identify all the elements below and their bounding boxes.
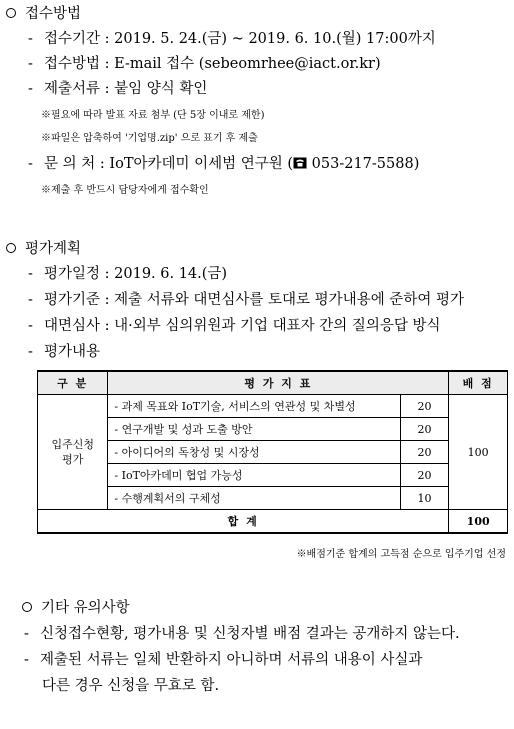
indicator-cell: - 과제 목표와 IoT기술, 서비스의 연관성 및 차별성	[108, 395, 400, 418]
submission-documents: - 제출서류 : 붙임 양식 확인	[28, 81, 208, 97]
header-indicator: 평 가 지 표	[108, 371, 449, 395]
indicator-cell: - 연구개발 및 성과 도출 방안	[108, 418, 400, 441]
table-total-row	[38, 510, 508, 534]
note-attachment-limit: ※필요에 따라 발표 자료 첨부 (단 5장 이내로 제한)	[41, 110, 265, 121]
note-item-disclosure: - 신청접수현황, 평가내용 및 신청자별 배점 결과는 공개하지 않는다.	[24, 626, 460, 642]
table-row	[38, 441, 508, 464]
category-cell: 입주신청 평가	[38, 395, 108, 510]
circle-bullet-icon	[6, 8, 16, 18]
note-confirm-receipt: ※제출 후 반드시 담당자에게 접수확인	[41, 185, 209, 196]
section-heading-evaluation: 평가계획	[6, 237, 81, 258]
note-item-documents-cont: 다른 경우 신청을 무효로 함.	[42, 678, 220, 694]
submission-method: - 접수방법 : E-mail 접수 (sebeomrhee@iact.or.kr)	[28, 56, 381, 72]
total-label: 합 계	[38, 510, 449, 534]
score-cell: 20	[400, 441, 449, 464]
indicator-cell: - IoT아카데미 협업 가능성	[108, 464, 400, 487]
submission-period: - 접수기간 : 2019. 5. 24.(금) ~ 2019. 6. 10.(월) 17:00까지	[28, 31, 436, 47]
phone-icon	[293, 157, 307, 169]
header-score: 배 점	[449, 371, 508, 395]
note-item-documents: - 제출된 서류는 일체 반환하지 아니하며 서류의 내용이 사실과	[24, 652, 423, 668]
evaluation-criteria: - 평가기준 : 제출 서류와 대면심사를 토대로 평가내용에 준하여 평가	[28, 292, 464, 308]
note-zip-file: ※파일은 압축하여 '기업명.zip' 으로 표기 후 제출	[41, 133, 258, 144]
section-heading-notes: 기타 유의사항	[22, 596, 130, 617]
evaluation-content-label: - 평가내용	[28, 344, 101, 360]
circle-bullet-icon	[6, 243, 16, 253]
evaluation-table	[37, 370, 508, 534]
table-row	[38, 464, 508, 487]
score-cell: 20	[400, 418, 449, 441]
table-row	[38, 395, 508, 418]
interview-method: - 대면심사 : 내·외부 심의위원과 기업 대표자 간의 질의응답 방식	[28, 318, 441, 334]
table-footnote: ※배점기준 합계의 고득점 순으로 입주기업 선정	[296, 549, 506, 560]
score-cell: 10	[400, 487, 449, 510]
table-header-row	[38, 371, 508, 395]
table-row	[38, 487, 508, 510]
circle-bullet-icon	[22, 602, 32, 612]
score-cell: 20	[400, 464, 449, 487]
header-category: 구 분	[38, 371, 108, 395]
subtotal-cell: 100	[449, 395, 508, 510]
score-cell: 20	[400, 395, 449, 418]
section-heading-submission: 접수방법	[6, 2, 81, 23]
evaluation-schedule: - 평가일정 : 2019. 6. 14.(금)	[28, 266, 228, 282]
indicator-cell: - 아이디어의 독창성 및 시장성	[108, 441, 400, 464]
contact-info: - 문 의 처 : IoT아카데미 이세범 연구원 ( 053-217-5588)	[28, 156, 420, 172]
total-value: 100	[449, 510, 508, 534]
indicator-cell: - 수행계획서의 구체성	[108, 487, 400, 510]
table-row	[38, 418, 508, 441]
